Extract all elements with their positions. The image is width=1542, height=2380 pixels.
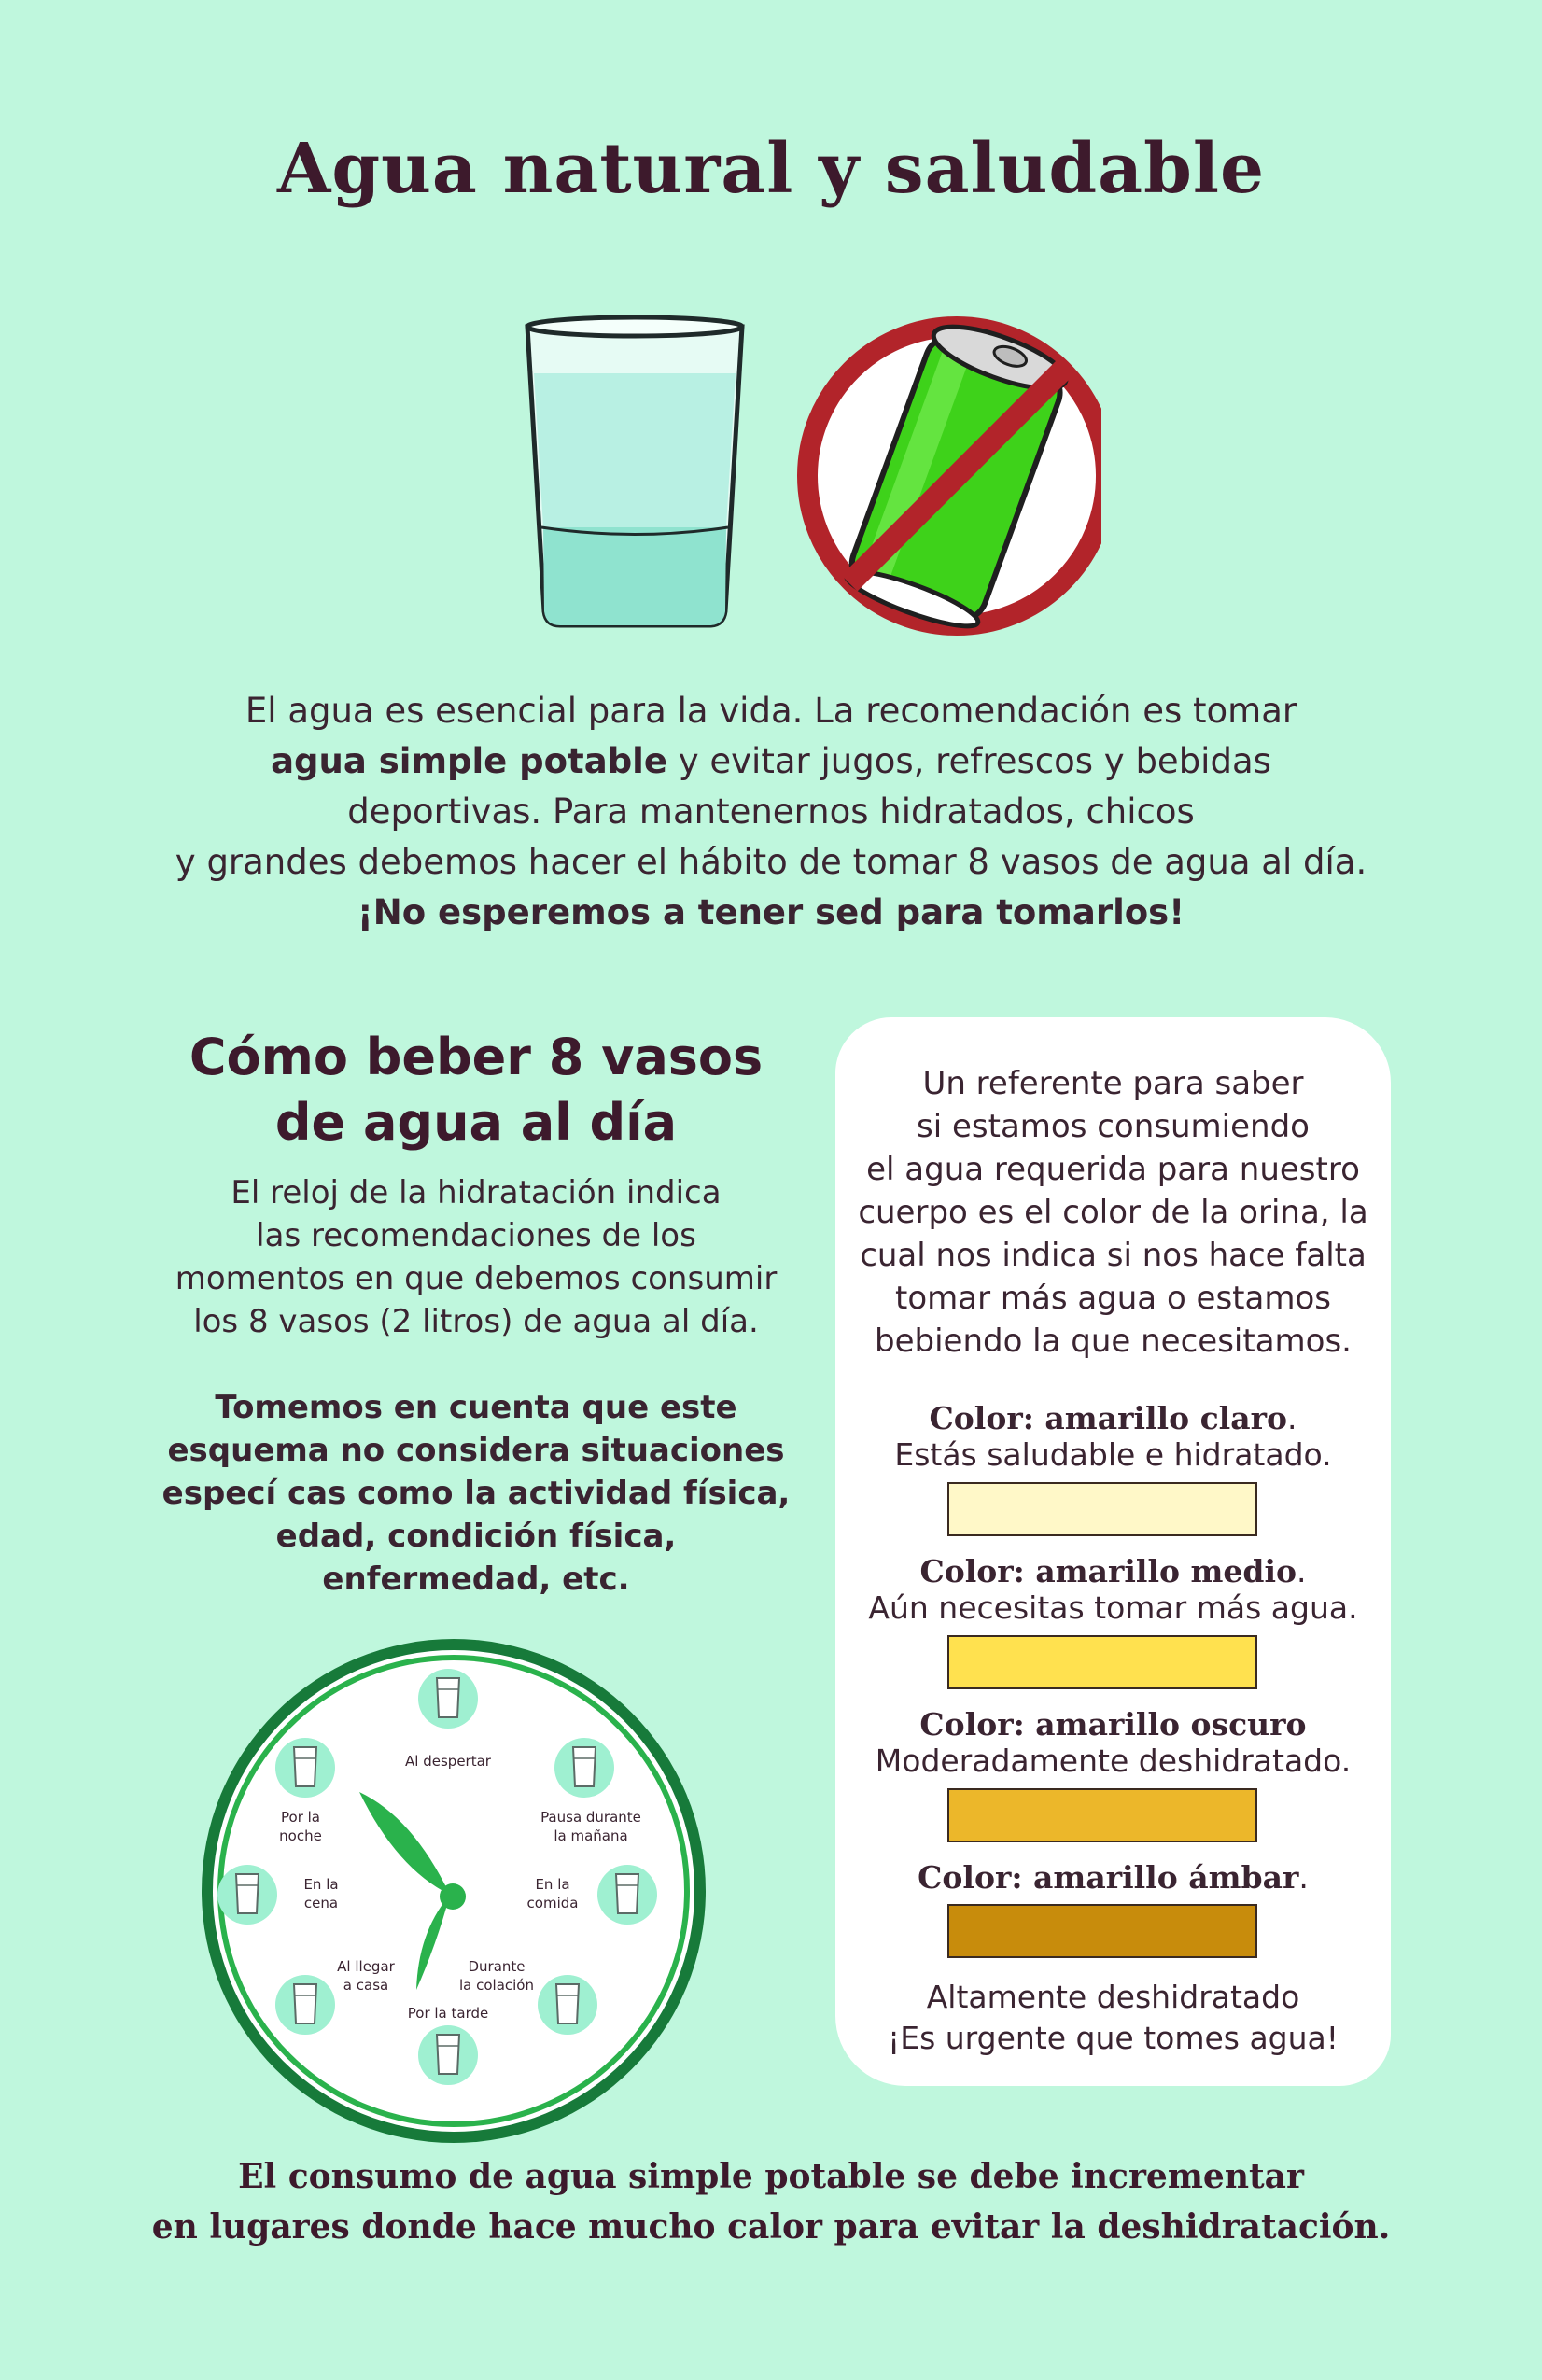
urine-warning: Altamente deshidratado ¡Es urgente que tomes agua! [887,1979,1339,2056]
footer-note: El consumo de agua simple potable se debe incrementar en lugares donde hace mucho calor para evitar la deshidratación. [151,2157,1391,2247]
intro-line: y grandes debemos hacer el hábito de tomar 8 vasos de agua al día. [175,842,1367,882]
section-title: Cómo beber 8 vasos de agua al día [189,1028,764,1152]
intro-line: ¡No esperemos a tener sed para tomarlos! [357,892,1185,932]
glass-icon [275,1975,335,2035]
glass-icon [418,1669,478,1729]
intro-line: agua simple potable y evitar jugos, refrescos y bebidas [271,741,1271,781]
clock-label: Por la [281,1809,320,1826]
page-title: Agua natural y saludable [276,129,1266,209]
intro-paragraph [121,686,1421,938]
glass-icon [418,2025,478,2085]
clock-label: la colación [458,1977,535,1994]
clock-label: Durante [468,1958,526,1975]
color-swatch-amber [947,1904,1257,1958]
glass-icon [597,1865,657,1925]
clock-label: la mañana [554,1827,628,1844]
urine-level-label: Color: amarillo medio. Aún necesitas tomar más agua. [868,1553,1358,1626]
glass-icon [217,1865,277,1925]
clock-note: Tomemos en cuenta que este esquema no considera situaciones especí cas como la actividad física, edad, condición física, enfermedad, etc. [161,1389,791,1598]
color-swatch-dark [947,1788,1257,1842]
urine-level-label: Color: amarillo claro. Estás saludable e hidratado. [894,1400,1332,1473]
clock-label: En la [535,1876,570,1893]
no-soda-icon [807,315,1101,636]
hero-illustration [504,303,1101,649]
clock-label: cena [303,1895,339,1911]
glass-icon [538,1975,597,2035]
urine-level-label: Color: amarillo ámbar. [918,1859,1309,1896]
clock-label: Al despertar [405,1753,491,1770]
urine-intro: Un referente para saber si estamos consumiendo el agua requerida para nuestro cuerpo es el color de la orina, la cual nos indica si nos hace falta tomar más agua o estamos bebiendo la que necesitamos. [858,1065,1368,1360]
clock-label: noche [279,1827,322,1844]
clock-label: Pausa durante [540,1809,641,1826]
hydration-clock [196,1635,711,2147]
intro-line: deportivas. Para mantenernos hidratados, chicos [347,791,1195,832]
urine-level-label: Color: amarillo oscuro Moderadamente deshidratado. [875,1706,1352,1779]
clock-label: comida [526,1895,579,1911]
water-glass-icon [527,317,742,625]
clock-label: Al llegar [337,1958,395,1975]
glass-icon [554,1738,614,1798]
color-swatch-medium [947,1635,1257,1689]
clock-label: a casa [343,1977,389,1994]
intro-line: El agua es esencial para la vida. La recomendación es tomar [245,691,1297,731]
clock-description: El reloj de la hidratación indica las recomendaciones de los momentos en que debemos consumir los 8 vasos (2 litros) de agua al día. [175,1174,778,1340]
color-swatch-light [947,1482,1257,1536]
clock-label: Por la tarde [407,2005,489,2022]
glass-icon [275,1738,335,1798]
clock-label: En la [303,1876,339,1893]
